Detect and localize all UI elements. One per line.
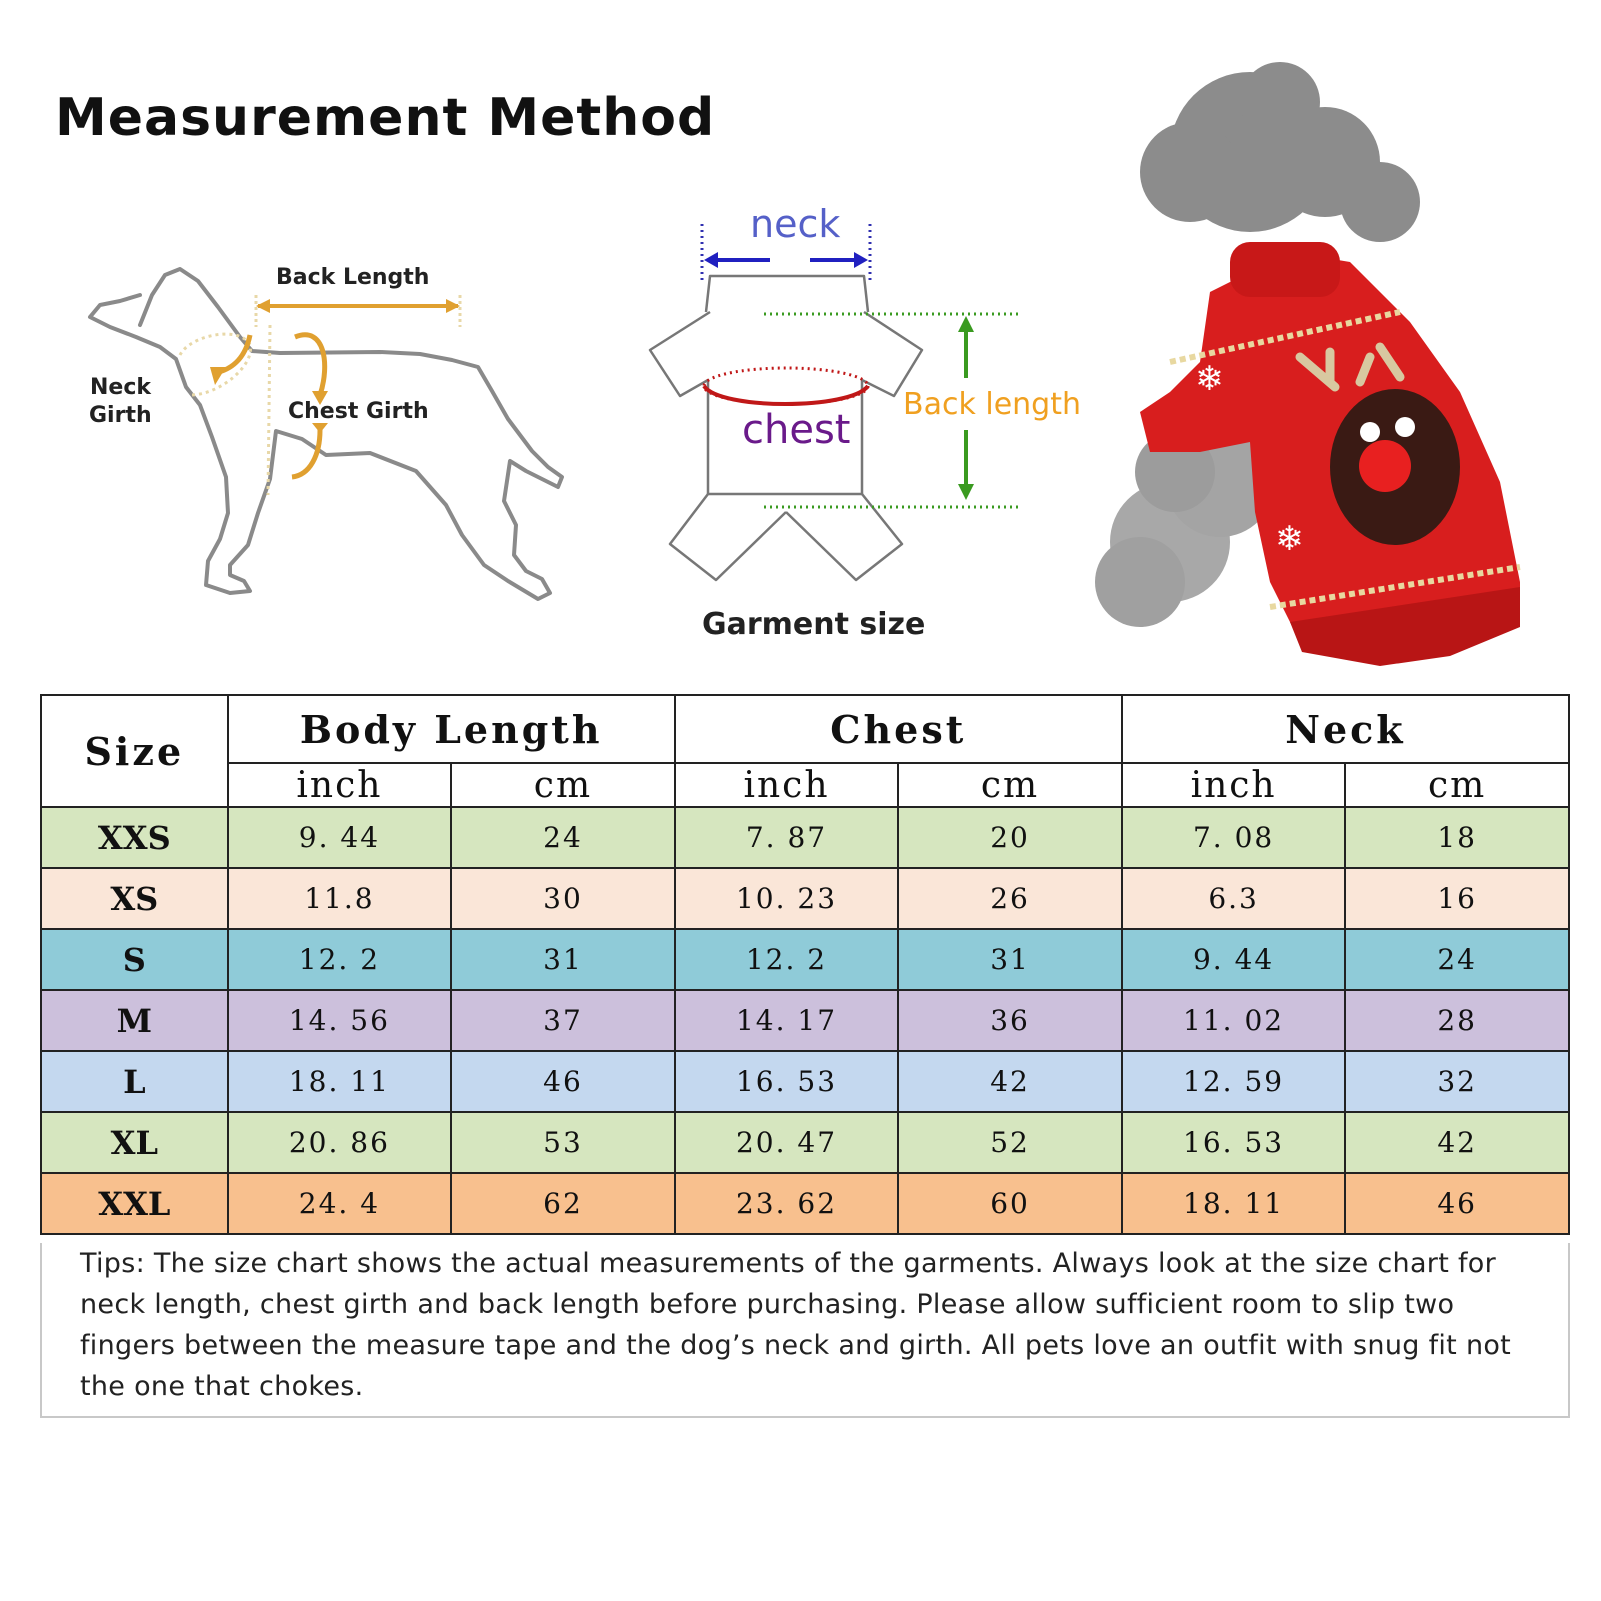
value-cell: 10. 23 [675, 868, 899, 929]
neck-header: Neck [1122, 695, 1569, 763]
value-cell: 18. 11 [1122, 1173, 1346, 1234]
size-cell: XS [41, 868, 228, 929]
value-cell: 7. 87 [675, 807, 899, 868]
snowflake-icon: ❄ [1275, 519, 1304, 559]
value-cell: 12. 2 [228, 929, 452, 990]
chest-header: Chest [675, 695, 1122, 763]
reindeer-eye-right [1395, 417, 1415, 437]
size-cell: L [41, 1051, 228, 1112]
reindeer-eye-left [1360, 422, 1380, 442]
value-cell: 16. 53 [1122, 1112, 1346, 1173]
chest-girth-line [704, 386, 868, 404]
value-cell: 9. 44 [228, 807, 452, 868]
value-cell: 31 [451, 929, 675, 990]
chest-arrow [295, 335, 325, 395]
value-cell: 52 [898, 1112, 1122, 1173]
neck-arrowhead-left [704, 252, 718, 268]
value-cell: 23. 62 [675, 1173, 899, 1234]
back-length-arrowhead-down [958, 484, 974, 500]
value-cell: 14. 17 [675, 990, 899, 1051]
dog-measurement-diagram [80, 255, 590, 655]
value-cell: 26 [898, 868, 1122, 929]
value-cell: 24 [1345, 929, 1569, 990]
dog-outline [90, 269, 562, 599]
size-chart-table [40, 694, 1570, 1235]
value-cell: 28 [1345, 990, 1569, 1051]
unit-header: cm [451, 763, 675, 807]
neck-girth-label-line1: Neck [90, 375, 152, 400]
value-cell: 32 [1345, 1051, 1569, 1112]
size-header: Size [41, 695, 228, 807]
value-cell: 20. 86 [228, 1112, 452, 1173]
sweater-collar [1230, 242, 1340, 297]
garment-left-leg [670, 494, 786, 580]
table-row [41, 807, 1569, 868]
neck-label: neck [750, 202, 841, 246]
size-cell: XXS [41, 807, 228, 868]
value-cell: 18 [1345, 807, 1569, 868]
unit-header: inch [1122, 763, 1346, 807]
neck-arrowhead-right [854, 252, 868, 268]
value-cell: 46 [1345, 1173, 1569, 1234]
value-cell: 53 [451, 1112, 675, 1173]
value-cell: 16 [1345, 868, 1569, 929]
chest-arrowhead-lower [312, 423, 328, 433]
unit-header: inch [675, 763, 899, 807]
page-title: Measurement Method [55, 88, 716, 148]
value-cell: 62 [451, 1173, 675, 1234]
value-cell: 46 [451, 1051, 675, 1112]
value-cell: 6.3 [1122, 868, 1346, 929]
neck-girth-ring [180, 334, 250, 395]
value-cell: 18. 11 [228, 1051, 452, 1112]
unit-header: cm [898, 763, 1122, 807]
table-row [41, 1112, 1569, 1173]
back-length-arrowhead-up [958, 316, 974, 332]
dog-sweater-photo [1080, 62, 1560, 682]
size-cell: S [41, 929, 228, 990]
value-cell: 12. 2 [675, 929, 899, 990]
value-cell: 7. 08 [1122, 807, 1346, 868]
chest-girth-label: Chest Girth [288, 399, 429, 424]
garment-size-caption: Garment size [702, 607, 926, 642]
size-cell: XXL [41, 1173, 228, 1234]
value-cell: 60 [898, 1173, 1122, 1234]
back-length-label: Back Length [276, 265, 430, 290]
table-row [41, 1051, 1569, 1112]
value-cell: 12. 59 [1122, 1051, 1346, 1112]
value-cell: 20. 47 [675, 1112, 899, 1173]
value-cell: 36 [898, 990, 1122, 1051]
table-row [41, 990, 1569, 1051]
chest-label: chest [742, 407, 851, 453]
value-cell: 42 [1345, 1112, 1569, 1173]
value-cell: 20 [898, 807, 1122, 868]
body-length-header: Body Length [228, 695, 675, 763]
tips-text: Tips: The size chart shows the actual measurements of the garments. Always look at the size chart for neck length, chest girth and back length before purchasing. Please allow sufficient room to slip two fingers between the measure tape and the dog’s neck and girth. All pets love an outfit with snug fit not the one that chokes. [40, 1243, 1570, 1418]
value-cell: 9. 44 [1122, 929, 1346, 990]
value-cell: 31 [898, 929, 1122, 990]
value-cell: 30 [451, 868, 675, 929]
value-cell: 24 [451, 807, 675, 868]
neck-girth-label-line2: Girth [89, 403, 152, 428]
table-row [41, 868, 1569, 929]
unit-header: inch [228, 763, 452, 807]
value-cell: 11.8 [228, 868, 452, 929]
back-length-label: Back length [903, 387, 1081, 422]
value-cell: 42 [898, 1051, 1122, 1112]
value-cell: 24. 4 [228, 1173, 452, 1234]
value-cell: 37 [451, 990, 675, 1051]
unit-header: cm [1345, 763, 1569, 807]
reindeer-nose [1359, 440, 1411, 492]
garment-measurement-diagram [640, 200, 1100, 660]
back-length-arrow-right [446, 299, 460, 313]
size-cell: M [41, 990, 228, 1051]
garment-collar [706, 276, 868, 312]
table-row [41, 1173, 1569, 1234]
value-cell: 16. 53 [675, 1051, 899, 1112]
value-cell: 11. 02 [1122, 990, 1346, 1051]
snowflake-icon: ❄ [1195, 359, 1224, 399]
back-length-arrow-left [256, 299, 270, 313]
table-row [41, 929, 1569, 990]
size-cell: XL [41, 1112, 228, 1173]
neck-arrowhead [210, 367, 226, 385]
value-cell: 14. 56 [228, 990, 452, 1051]
